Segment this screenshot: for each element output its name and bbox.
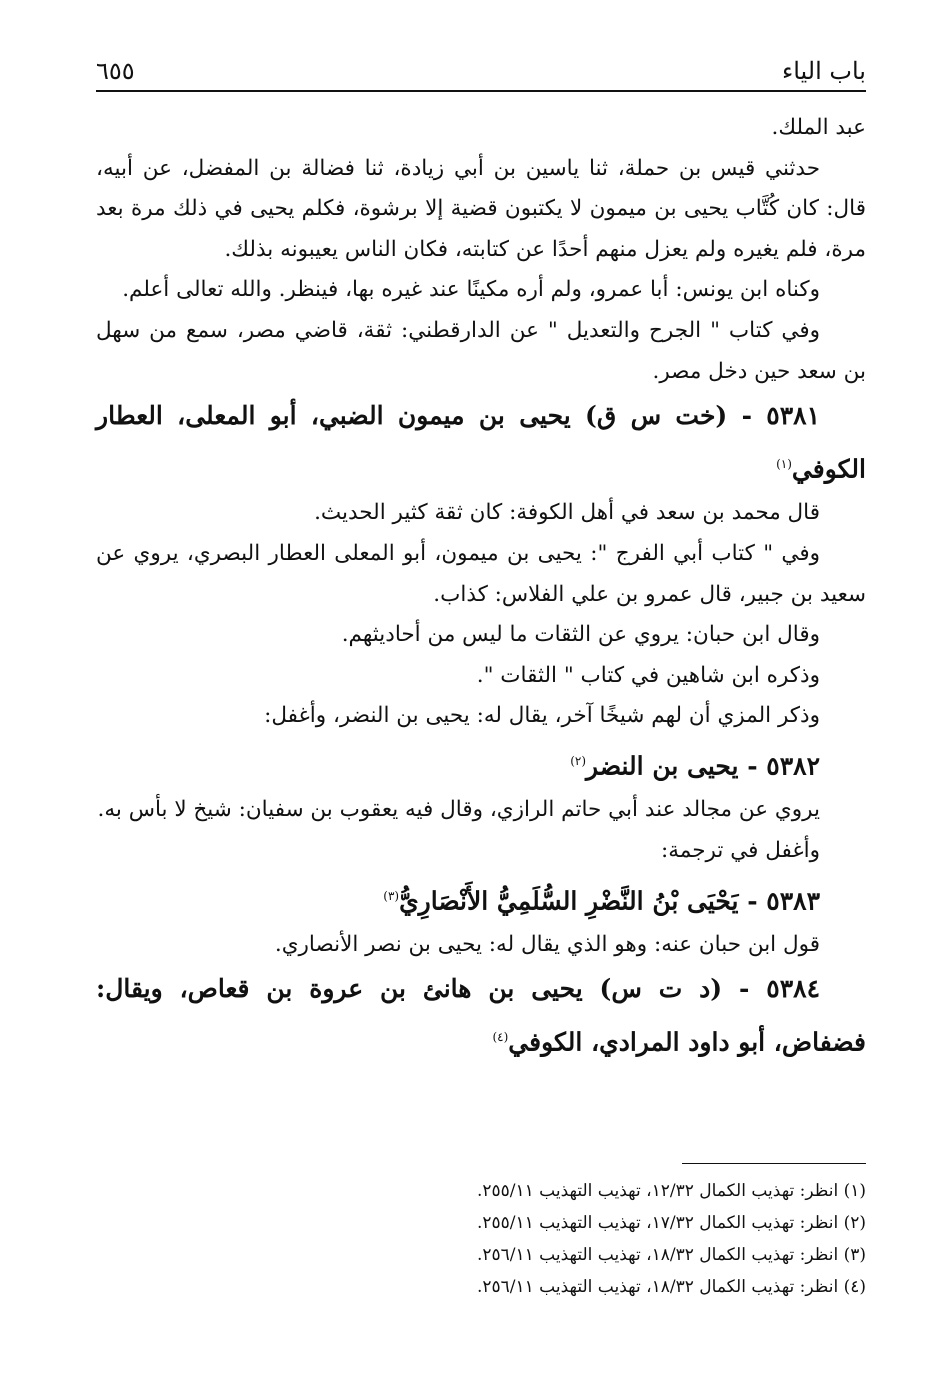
footnote-ref[interactable]: (٤) xyxy=(492,1030,509,1045)
paragraph: وأغفل في ترجمة: xyxy=(661,837,820,863)
entry-heading-text: ٥٣٨٣ - يَحْيَى بْنُ النَّضْرِ السُّلَمِيُّ الأَنْصَارِيُّ xyxy=(399,885,820,915)
paragraph: قول ابن حبان عنه: وهو الذي يقال له: يحيى بن نصر الأنصاري. xyxy=(274,931,820,957)
paragraph: عبد الملك. xyxy=(771,115,866,140)
entry-heading-text: ٥٣٨١ - (خت س ق) يحيى بن ميمون الضبي، أبو المعلى، العطار الكوفي xyxy=(96,401,866,484)
paragraph: وذكره ابن شاهين في كتاب " الثقات ". xyxy=(476,662,820,688)
entry-heading-text: ٥٣٨٢ - يحيى بن النضر xyxy=(586,751,820,781)
footnote-ref[interactable]: (١) xyxy=(776,457,792,472)
footnote-ref[interactable]: (٢) xyxy=(570,754,587,769)
chapter-title: باب الياء xyxy=(781,57,866,85)
paragraph: يروي عن مجالد عند أبي حاتم الرازي، وقال فيه يعقوب بن سفيان: شيخ لا بأس به. xyxy=(97,797,820,823)
paragraph: وكناه ابن يونس: أبا عمرو، ولم أره مكينًا عند غيره بها، فينظر. والله تعالى أعلم. xyxy=(122,277,820,303)
footnote-item: (١) انظر: تهذيب الكمال ١٢/٣٢، تهذيب التهذيب ٢٥٥/١١. xyxy=(476,1181,866,1201)
page-header xyxy=(96,52,866,92)
footnotes xyxy=(96,1175,866,1303)
paragraph: وفي كتاب " الجرح والتعديل " عن الدارقطني: ثقة، قاضي مصر، سمع من سهل بن سعد حين دخل مصر. xyxy=(96,317,866,384)
paragraph: وقال ابن حبان: يروي عن الثقات ما ليس من أحاديثهم. xyxy=(341,622,820,648)
footnote-item: (٢) انظر: تهذيب الكمال ١٧/٣٢، تهذيب التهذيب ٢٥٥/١١. xyxy=(476,1213,866,1233)
entry-heading-5381 xyxy=(96,392,866,493)
paragraph: وفي " كتاب أبي الفرج ": يحيى بن ميمون، أبو المعلى العطار البصري، يروي عن سعيد بن جبير، قال عمرو بن علي الفلاس: كذاب. xyxy=(96,541,866,607)
entry-heading-5382 xyxy=(96,737,866,790)
paragraph: قال محمد بن سعد في أهل الكوفة: كان ثقة كثير الحديث. xyxy=(314,500,820,526)
page-body xyxy=(96,108,866,1067)
paragraph: حدثني قيس بن حملة، ثنا ياسين بن أبي زيادة، ثنا فضالة بن المفضل، عن أبيه، قال: كان كُتَّاب يحيى بن ميمون لا يكتبون قضية إلا برشوة، فكلم يحيى في ذلك مرة بعد مرة، فلم يغيره ولم يعزل منهم أحدًا عن كتابته، فكان الناس يعيبونه بذلك. xyxy=(96,155,866,262)
footnote-ref[interactable]: (٣) xyxy=(383,888,400,903)
footnote-item: (٣) انظر: تهذيب الكمال ١٨/٣٢، تهذيب التهذيب ٢٥٦/١١. xyxy=(476,1245,866,1265)
entry-heading-5383 xyxy=(96,872,866,925)
footnote-divider xyxy=(682,1163,866,1164)
paragraph: وذكر المزي أن لهم شيخًا آخر، يقال له: يحيى بن النضر، وأغفل: xyxy=(264,703,820,729)
entry-heading-5384 xyxy=(96,965,866,1066)
footnote-item: (٤) انظر: تهذيب الكمال ١٨/٣٢، تهذيب التهذيب ٢٥٦/١١. xyxy=(476,1277,866,1297)
entry-heading-text: ٥٣٨٤ - (د ت س) يحيى بن هانئ بن عروة بن قعاص، ويقال: فضفاض، أبو داود المرادي، الكوفي xyxy=(96,974,866,1057)
page-number: ٦٥٥ xyxy=(96,57,135,85)
